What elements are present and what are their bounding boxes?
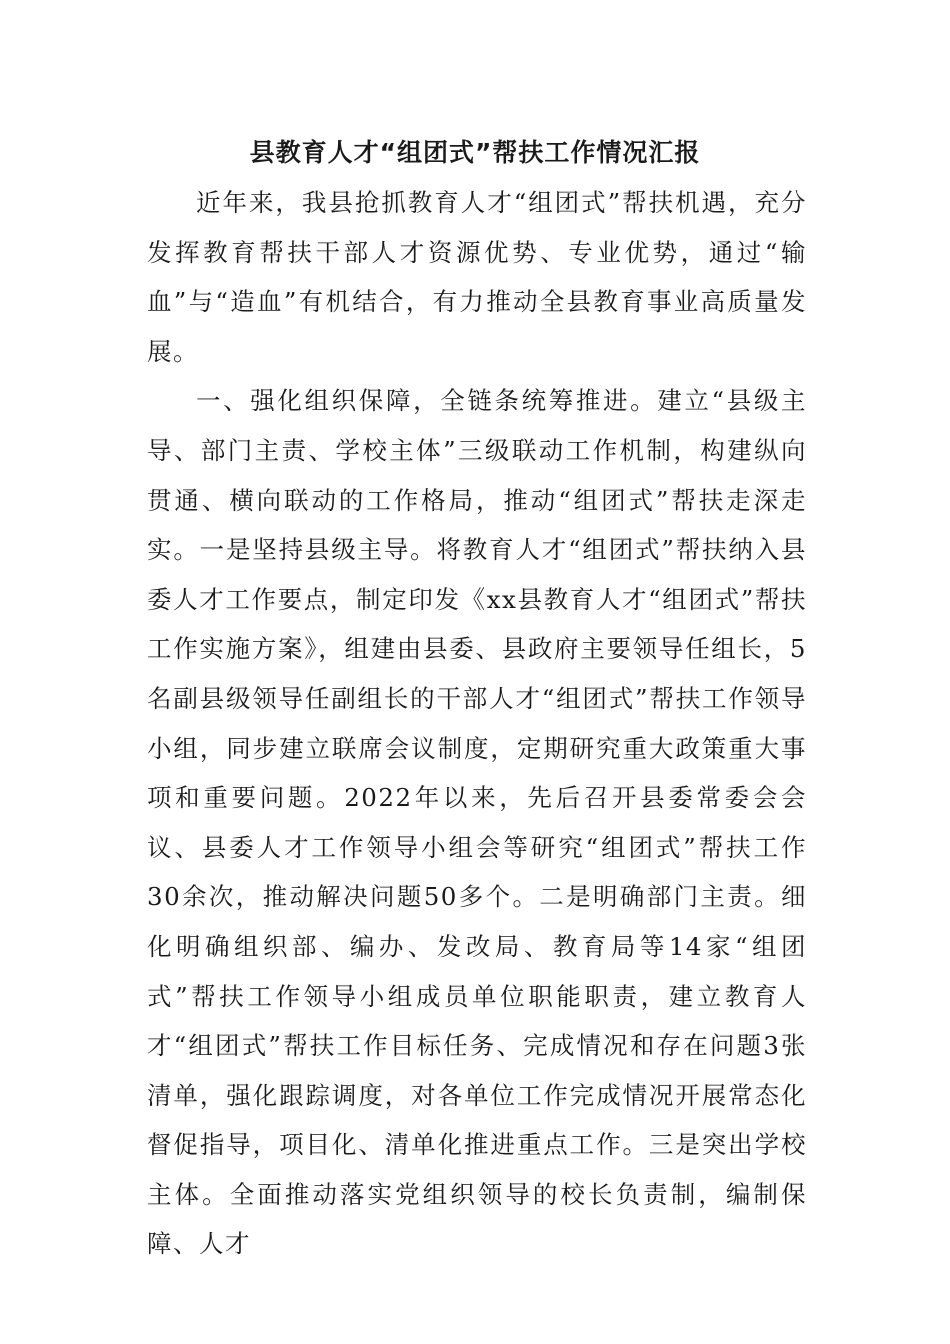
document-title: 县教育人才“组团式”帮扶工作情况汇报 <box>249 138 701 167</box>
section-one-paragraph: 一、强化组织保障，全链条统筹推进。建立“县级主导、部门主责、学校主体”三级联动工作机制，构建纵向贯通、横向联动的工作格局，推动“组团式”帮扶走深走实。一是坚持县级主导。将教育人才“组团式”帮扶纳入县委人才工作要点，制定印发《xx县教育人才“组团式”帮扶工作实施方案》，组建由县委、县政府主要领导任组长，5名副县级领导任副组长的干部人才“组团式”帮扶工作领导小组，同步建立联席会议制度，定期研究重大政策重大事项和重要问题。2022年以来，先后召开县委常委会会议、县委人才工作领导小组会等研究“组团式”帮扶工作30余次，推动解决问题50多个。二是明确部门主责。细化明确组织部、编办、发改局、教育局等14家“组团式”帮扶工作领导小组成员单位职能职责，建立教育人才“组团式”帮扶工作目标任务、完成情况和存在问题3张清单，强化跟踪调度，对各单位工作完成情况开展常态化督促指导，项目化、清单化推进重点工作。三是突出学校主体。全面推动落实党组织领导的校长负责制，编制保障、人才 <box>147 386 807 1259</box>
document-body <box>147 178 807 1269</box>
intro-paragraph: 近年来，我县抢抓教育人才“组团式”帮扶机遇，充分发挥教育帮扶干部人才资源优势、专业优势，通过“输血”与“造血”有机结合，有力推动全县教育事业高质量发展。 <box>147 188 807 366</box>
